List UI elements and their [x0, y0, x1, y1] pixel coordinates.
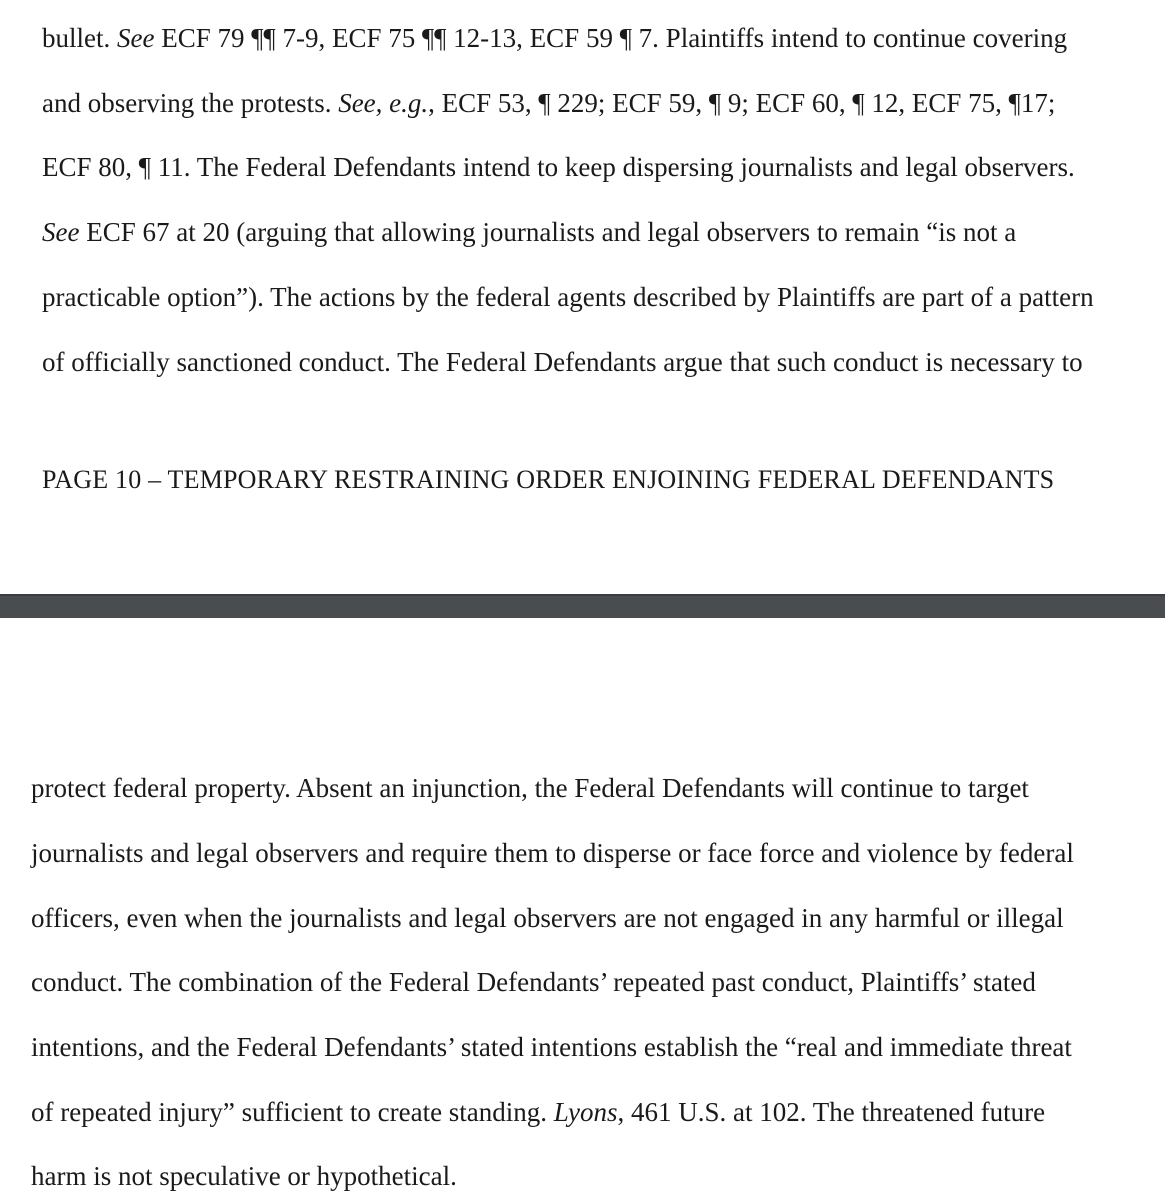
text-run: , ECF 53, ¶ 229; ECF 59, ¶ 9; ECF 60, ¶ 12, ECF 75, ¶17;	[428, 88, 1056, 118]
text-line-top-1	[42, 22, 1067, 54]
text-line-top-4	[42, 216, 1016, 248]
text-run: ECF 79 ¶¶ 7-9, ECF 75 ¶¶ 12-13, ECF 59 ¶ 7. Plaintiffs intend to continue covering	[154, 23, 1068, 53]
text-run: , 461 U.S. at 102. The threatened future	[617, 1097, 1046, 1127]
italic-citation-signal: See	[42, 217, 80, 247]
text-run: of repeated injury” sufficient to create standing.	[31, 1097, 554, 1127]
text-line-bottom-1	[31, 772, 1029, 804]
italic-citation-signal: See	[117, 23, 155, 53]
text-run: protect federal property. Absent an injunction, the Federal Defendants will continue to target	[31, 773, 1029, 803]
document-page-top	[0, 0, 1165, 594]
page-separator	[0, 594, 1165, 618]
text-run: harm is not speculative or hypothetical.	[31, 1161, 457, 1191]
text-run: of officially sanctioned conduct. The Federal Defendants argue that such conduct is necessary to	[42, 347, 1083, 377]
text-line-bottom-2	[31, 837, 1074, 869]
text-line-top-2	[42, 87, 1055, 119]
text-run: practicable option”). The actions by the federal agents described by Plaintiffs are part of a pattern	[42, 282, 1094, 312]
text-line-bottom-3	[31, 902, 1064, 934]
italic-citation-signal: See, e.g.	[338, 88, 429, 118]
text-line-bottom-5	[31, 1031, 1072, 1063]
text-run: ECF 80, ¶ 11. The Federal Defendants intend to keep dispersing journalists and legal observers.	[42, 152, 1075, 182]
text-run: officers, even when the journalists and legal observers are not engaged in any harmful or illegal	[31, 903, 1064, 933]
text-run: journalists and legal observers and require them to disperse or face force and violence by federal	[31, 838, 1074, 868]
text-run: intentions, and the Federal Defendants’ stated intentions establish the “real and immediate threat	[31, 1032, 1072, 1062]
text-run: ECF 67 at 20 (arguing that allowing journalists and legal observers to remain “is not a	[79, 217, 1017, 247]
text-run: conduct. The combination of the Federal Defendants’ repeated past conduct, Plaintiffs’ stated	[31, 967, 1036, 997]
text-line-bottom-6	[31, 1096, 1045, 1128]
text-line-top-6	[42, 346, 1083, 378]
text-line-bottom-4	[31, 966, 1036, 998]
page-footer: PAGE 10 – TEMPORARY RESTRAINING ORDER ENJOINING FEDERAL DEFENDANTS	[42, 465, 1055, 494]
text-line-top-5	[42, 281, 1094, 313]
text-run: bullet.	[42, 23, 117, 53]
text-line-top-3	[42, 151, 1075, 183]
text-line-bottom-7	[31, 1160, 457, 1192]
text-run: and observing the protests.	[42, 88, 339, 118]
document-page-bottom	[0, 618, 1165, 1200]
italic-case-name: Lyons	[553, 1097, 618, 1127]
